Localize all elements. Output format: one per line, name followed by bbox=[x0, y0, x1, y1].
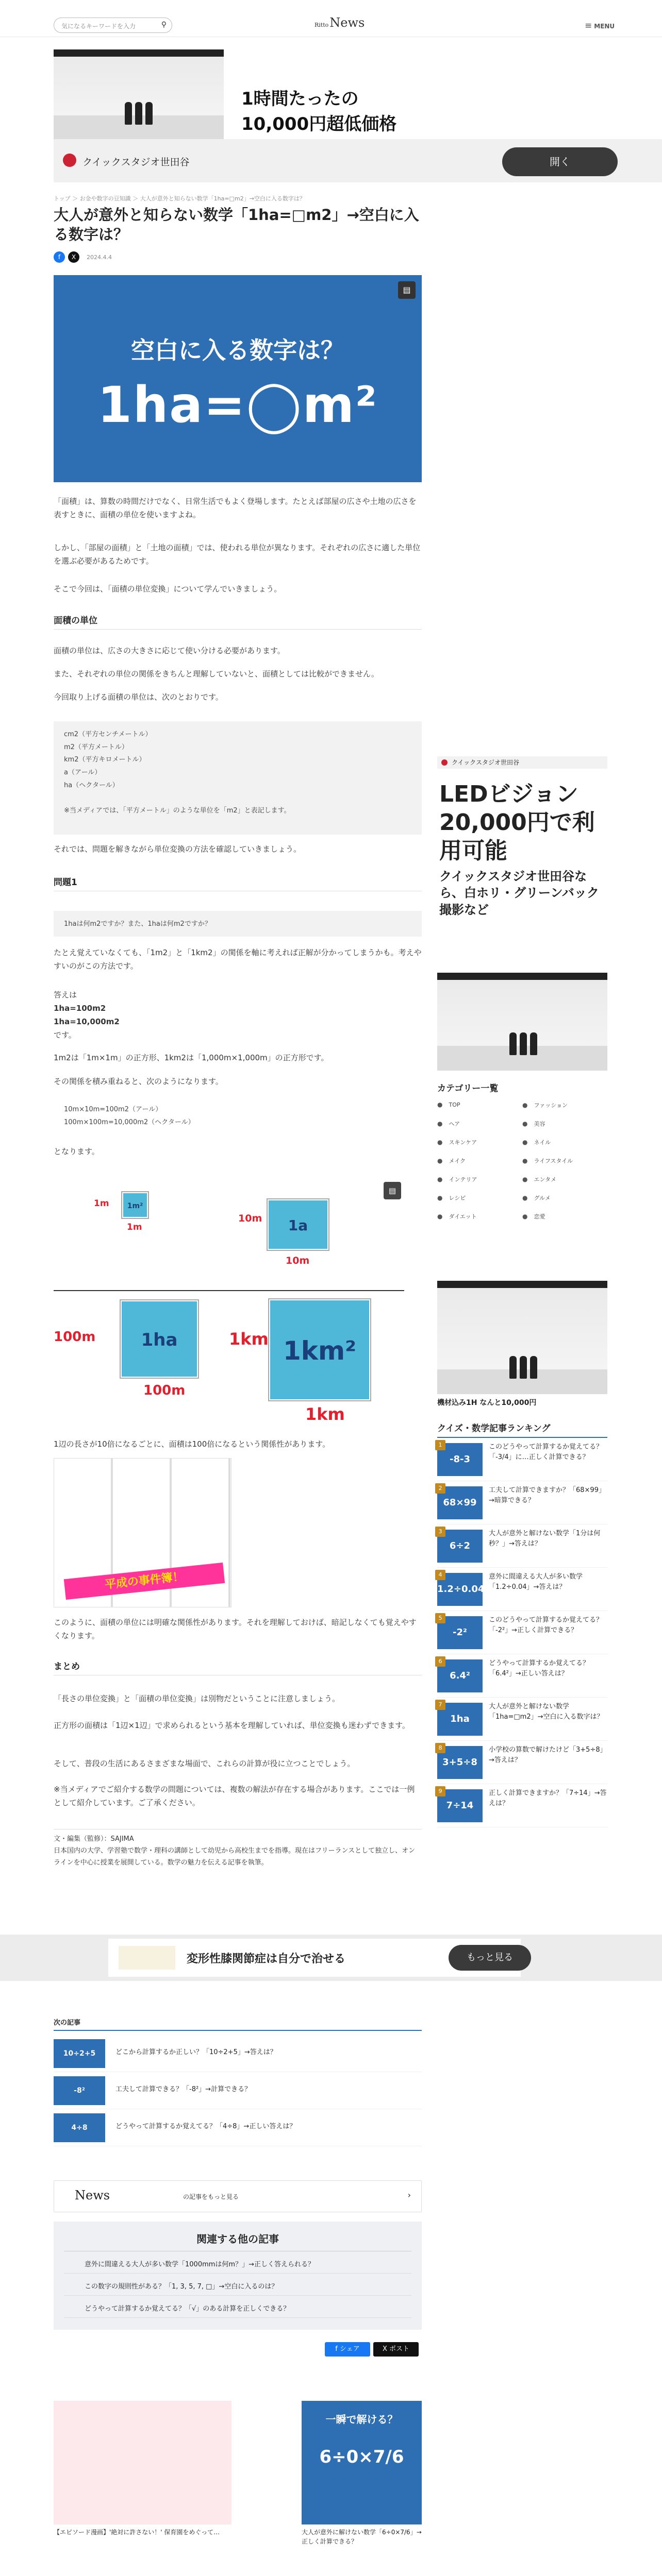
other-article-item[interactable]: どうやって計算するか覚えてる？「√」のある計算を正しくできる？ bbox=[64, 2296, 411, 2318]
related-list bbox=[54, 2035, 422, 2146]
facebook-icon[interactable]: f bbox=[54, 251, 65, 263]
related-item[interactable]: 10÷2+5 どこから計算するか正しい？「10÷2+5」→答えは？ bbox=[54, 2035, 422, 2072]
search-placeholder: 気になるキーワードを入力 bbox=[61, 23, 136, 30]
sidebar-ad-2[interactable] bbox=[437, 1281, 607, 1394]
category-item[interactable]: ● メイク bbox=[437, 1157, 522, 1165]
menu-button[interactable] bbox=[585, 21, 615, 31]
bottom-ad-text: 変形性膝関節症は自分で治せる bbox=[187, 1953, 346, 1965]
paragraph: その関係を積み重ねると、次のようになります。 bbox=[54, 1077, 223, 1086]
ranking-item[interactable]: -8-3 1 このどうやって計算するか覚えてる？「-3/4」に…正しく計算できる？ bbox=[437, 1438, 607, 1481]
ranking-item[interactable]: 6÷2 3 大人が意外と解けない数学「1分は何秒？」→答えは？ bbox=[437, 1524, 607, 1568]
hero-equation: 1ha=◯m² bbox=[97, 376, 378, 434]
category-item[interactable]: ● ファッション bbox=[522, 1101, 607, 1109]
x-icon[interactable]: X bbox=[68, 251, 79, 263]
other-articles-title: 関連する他の記事 bbox=[64, 2222, 411, 2251]
category-item[interactable]: ● エンタメ bbox=[522, 1175, 607, 1183]
label-10m-side: 10m bbox=[238, 1213, 262, 1224]
label-1m-bottom: 1m bbox=[127, 1222, 142, 1232]
card-image: 一瞬で解ける？ 6÷0×7/6 bbox=[302, 2401, 422, 2524]
logo-text: News bbox=[329, 15, 365, 30]
paragraph: このように、面積の単位には明確な関係性があります。それを理解しておけば、暗記しなくても覚えやすくなります。 bbox=[54, 1618, 417, 1641]
breadcrumb[interactable]: トップ ＞ お金や数字の豆知識 ＞ 大人が意外と知らない数学「1ha=□m2」→空白に入る数字は？ bbox=[54, 195, 305, 202]
square-1ha: 1ha bbox=[121, 1300, 198, 1378]
top-ad-headline: 1時間たったの10,000円超低価格 bbox=[241, 89, 397, 134]
paragraph: 1m2は「1m×1m」の正方形、1km2は「1,000m×1,000m」の正方形です。 bbox=[54, 1053, 329, 1062]
article-title: 大人が意外と知らない数学「1ha=□m2」→空白に入る数字は？ bbox=[54, 206, 419, 244]
category-list bbox=[437, 1081, 607, 1221]
square-1m2: 1m² bbox=[122, 1192, 148, 1218]
hamburger-icon: ≡ bbox=[585, 21, 592, 31]
ranking-item[interactable]: 3+5÷8 8 小学校の算数で解けたけど「3+5÷8」→答えは？ bbox=[437, 1741, 607, 1784]
paragraph: そこで今回は、「面積の単位変換」について学んでいきましょう。 bbox=[54, 584, 282, 594]
search-icon[interactable]: ⚲ bbox=[161, 21, 167, 29]
answer-line: 1ha=10,000m2 bbox=[54, 1017, 120, 1026]
units-note: cm2（平方センチメートル） m2（平方メートル） km2（平方キロメートル） a（アール） ha（ヘクタール） ※当メディアでは、「平方メートル」のような単位を「m2」と表記します。 bbox=[54, 721, 422, 835]
paragraph: また、それぞれの単位の関係をきちんと理解していないと、面積としては比較ができません。 bbox=[54, 669, 379, 679]
category-item[interactable]: ● 恋愛 bbox=[522, 1212, 607, 1221]
sidebar-ad-headline: LEDビジョン20,000円で利用可能 bbox=[439, 781, 595, 864]
x-share-button[interactable]: X ポスト bbox=[373, 2342, 419, 2357]
chevron-right-icon: › bbox=[407, 2190, 411, 2200]
category-item[interactable]: ● ヘア bbox=[437, 1120, 522, 1128]
other-article-item[interactable]: この数字の規則性がある？「1, 3, 5, 7, □」→空白に入るのは？ bbox=[64, 2274, 411, 2296]
section-heading: まとめ bbox=[54, 1659, 422, 1675]
recommend-card[interactable] bbox=[302, 2401, 422, 2566]
site-logo[interactable] bbox=[315, 15, 365, 30]
site-header bbox=[0, 0, 662, 37]
category-item[interactable]: ● 美容 bbox=[522, 1120, 607, 1128]
more-text: の記事をもっと見る bbox=[183, 2193, 239, 2200]
paragraph: 1辺の長さが10倍になるごとに、面積は100倍になるという関係性があります。 bbox=[54, 1439, 330, 1449]
hero-question: 空白に入る数字は？ bbox=[131, 336, 344, 364]
category-item[interactable]: ● スキンケア bbox=[437, 1138, 522, 1146]
calc-note: 10m×10m=100m2（アール） 100m×100m=10,000m2（ヘクタール） bbox=[54, 1096, 422, 1138]
paragraph: 今回取り上げる面積の単位は、次のとおりです。 bbox=[54, 692, 223, 702]
category-item[interactable]: ● ネイル bbox=[522, 1138, 607, 1146]
search-input[interactable] bbox=[54, 18, 172, 33]
paragraph: 「面積」は、算数の時間だけでなく、日常生活でもよく登場します。たとえば部屋の広さや土地の広さを表すときに、面積の単位を使いますよね。 bbox=[54, 497, 417, 520]
ranking-item[interactable]: 6.4² 6 どうやって計算するか覚えてる？「6.4²」→正しい答えは？ bbox=[437, 1654, 607, 1698]
manga-banner[interactable] bbox=[54, 1458, 231, 1607]
menu-label: MENU bbox=[594, 23, 615, 30]
paragraph: 「長さの単位変換」と「面積の単位変換」は別物だということに注意しましょう。 bbox=[54, 1694, 340, 1703]
logo-prefix: Ritto bbox=[315, 22, 329, 28]
paragraph: 正方形の面積は「1辺×1辺」で求められるという基本を理解していれば、単位変換も迷わずできます。 bbox=[54, 1721, 410, 1730]
manga-banner-text: 平成の事件簿！ bbox=[64, 1563, 225, 1600]
answer-line: 1ha=100m2 bbox=[54, 1004, 106, 1013]
category-item[interactable]: ● ダイエット bbox=[437, 1212, 522, 1221]
category-item[interactable]: ● TOP bbox=[437, 1101, 522, 1109]
top-ad-strip bbox=[54, 139, 662, 182]
ranking-title: クイズ・数学記事ランキング bbox=[437, 1421, 607, 1438]
more-articles-link[interactable] bbox=[54, 2180, 422, 2212]
area-diagram bbox=[54, 1170, 422, 1437]
article-date: 2024.4.4 bbox=[87, 254, 112, 261]
answer-end: です。 bbox=[54, 1030, 76, 1040]
related-item[interactable]: -8² 工夫して計算できる？「-8²」→計算できる？ bbox=[54, 2072, 422, 2109]
section-heading: 面積の単位 bbox=[54, 613, 422, 630]
label-1km-bottom: 1km bbox=[305, 1404, 345, 1424]
bottom-ad-logo bbox=[119, 1946, 175, 1970]
square-1km2: 1km² bbox=[269, 1299, 370, 1400]
next-article-heading: 次の記事 bbox=[54, 2017, 422, 2031]
label-10m-bottom: 10m bbox=[286, 1255, 310, 1266]
category-item[interactable]: ● ライフスタイル bbox=[522, 1157, 607, 1165]
answer-label: 答えは bbox=[54, 990, 77, 999]
zoom-icon[interactable]: ▤ bbox=[384, 1182, 401, 1199]
ranking-item[interactable]: 7÷14 9 正しく計算できますか？「7÷14」→答えは？ bbox=[437, 1784, 607, 1827]
author-info: 文・編集（監修）：SAJIMA 日本国内の大学、学習塾で数学・理科の講師として幼児から高校生までを指導。現在はフリーランスとして独立し、オンラインを中心に授業を展開している。数学の魅力を伝える記事を執筆。 bbox=[54, 1829, 422, 1869]
section-heading: 問題1 bbox=[54, 875, 422, 891]
question-note: 1haは何m2ですか？また、1haは何m2ですか？ bbox=[54, 911, 422, 937]
sidebar-ad-2-caption[interactable]: 機材込み1H なんと10,000円 bbox=[437, 1399, 537, 1407]
hero-image bbox=[54, 275, 422, 482]
more-logo: News bbox=[75, 2188, 110, 2202]
other-articles bbox=[54, 2222, 422, 2330]
card-image bbox=[54, 2401, 231, 2524]
category-title: カテゴリー一覧 bbox=[437, 1083, 499, 1094]
facebook-share-button[interactable]: f シェア bbox=[325, 2342, 370, 2357]
label-100m-side: 100m bbox=[54, 1329, 96, 1345]
other-article-item[interactable]: 意外に間違える大人が多い数学「1000mmは何m？」→正しく答えられる？ bbox=[64, 2251, 411, 2274]
paragraph: そして、普段の生活にあるさまざまな場面で、これらの計算が役に立つことでしょう。 bbox=[54, 1759, 355, 1768]
bottom-ad[interactable] bbox=[0, 1935, 662, 1981]
advertiser-name: クイックスタジオ世田谷 bbox=[82, 157, 190, 168]
category-item[interactable]: ● インテリア bbox=[437, 1175, 522, 1183]
sidebar-ad-header: クイックスタジオ世田谷 bbox=[437, 756, 607, 769]
ranking-list bbox=[437, 1421, 607, 1827]
advertiser-logo-icon bbox=[63, 154, 76, 167]
sidebar-ad-sub: クイックスタジオ世田谷なら、白ホリ・グリーンバック撮影など bbox=[439, 869, 599, 917]
label-100m-bottom: 100m bbox=[143, 1383, 186, 1398]
paragraph: しかし、「部屋の面積」と「土地の面積」では、使われる単位が異なります。それぞれの広さに適した単位を選ぶ必要があるためです。 bbox=[54, 543, 421, 566]
paragraph: 面積の単位は、広さの大きさに応じて使い分ける必要があります。 bbox=[54, 646, 285, 655]
sidebar-ad-image bbox=[437, 973, 607, 1071]
ranking-item[interactable]: 1ha 7 大人が意外と解けない数学「1ha=□m2」→空白に入る数字は？ bbox=[437, 1698, 607, 1741]
comment-icon[interactable]: ▤ bbox=[398, 281, 416, 299]
card-caption: 【エピソード漫画】'絶対に許さない！' 保育園をめぐって… bbox=[54, 2529, 220, 2536]
related-item[interactable]: 4÷8 どうやって計算するか覚えてる？「4÷8」→正しい答えは？ bbox=[54, 2109, 422, 2146]
ranking-item[interactable]: 68×99 2 工夫して計算できますか？「68×99」→暗算できる？ bbox=[437, 1481, 607, 1524]
square-1a: 1a bbox=[268, 1199, 328, 1250]
category-item[interactable]: ● レシピ bbox=[437, 1194, 522, 1202]
card-caption: 大人が意外に解けない数学「6÷0×7/6」→正しく計算できる？ bbox=[302, 2529, 422, 2545]
bottom-ad-button[interactable]: もっと見る bbox=[449, 1945, 531, 1971]
paragraph: ※当メディアでご紹介する数学の問題については、複数の解法が存在する場合があります。ここでは一例として紹介しています。ご了承ください。 bbox=[54, 1785, 415, 1808]
paragraph: たとえ覚えていなくても、「1m2」と「1km2」の関係を軸に考えれば正解が分かってしまうかも。考えやすいのがこの方法です。 bbox=[54, 948, 422, 971]
sidebar-ad[interactable] bbox=[437, 756, 607, 1071]
label-1km-side: 1km bbox=[229, 1329, 269, 1349]
top-ad-open-button[interactable]: 開く bbox=[502, 147, 618, 176]
recommend-card[interactable] bbox=[54, 2401, 231, 2566]
top-ad[interactable] bbox=[54, 45, 570, 168]
label-1m-side: 1m bbox=[94, 1198, 109, 1209]
share-row bbox=[54, 251, 112, 263]
ranking-item[interactable]: -2² 5 このどうやって計算するか覚えてる？「-2²」→正しく計算できる？ bbox=[437, 1611, 607, 1654]
diagram-divider bbox=[54, 1290, 404, 1291]
paragraph: それでは、問題を解きながら単位変換の方法を確認していきましょう。 bbox=[54, 844, 302, 854]
category-item[interactable]: ● グルメ bbox=[522, 1194, 607, 1202]
top-ad-image bbox=[54, 49, 224, 140]
ranking-item[interactable]: 1.2÷0.04 4 意外に間違える大人が多い数学「1.2÷0.04」→答えは？ bbox=[437, 1568, 607, 1611]
paragraph: となります。 bbox=[54, 1147, 100, 1156]
